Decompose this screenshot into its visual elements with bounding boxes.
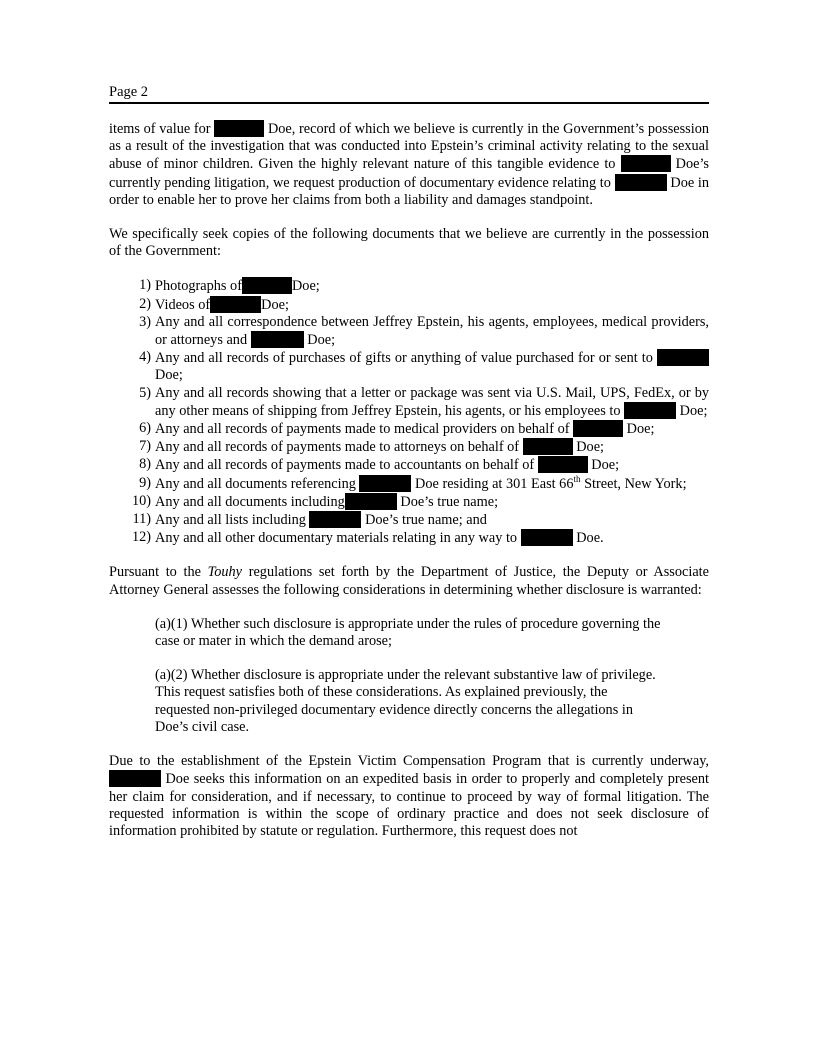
quote-a1: (a)(1) Whether such disclosure is appropriate under the rules of procedure governing the case or mater in which the demand arose; bbox=[155, 615, 661, 650]
intro-paragraph: items of value for Doe, record of which we believe is currently in the Government’s possession as a result of the investigation that was conducted into Epstein’s criminal activity relating to the sexual abuse of minor children. Given the highly relevant nature of this tangible evidence to Doe’s currently pending litigation, we request production of documentary evidence relating to Doe in order to enable her to prove her claims from both a liability and damages standpoint. bbox=[109, 121, 710, 208]
final-paragraph: Due to the establishment of the Epstein Victim Compensation Program that is currently underway, Doe seeks this information on an expedited basis in order to properly and completely present her claim for consideration, and if necessary, to continue to proceed by way of formal litigation. The requested information is within the scope of ordinary practice and does not seek disclosure of information prohibited by statute or regulation. Furthermore, this request does not bbox=[109, 753, 710, 839]
redaction-box bbox=[251, 331, 304, 348]
list-item: 1) Photographs of Doe; bbox=[139, 277, 320, 295]
list-item: 6) Any and all records of payments made to medical providers on behalf of Doe; bbox=[139, 420, 655, 438]
redaction-box bbox=[538, 456, 588, 473]
redaction-box bbox=[521, 529, 573, 546]
redaction-box bbox=[359, 475, 411, 492]
redaction-box bbox=[621, 155, 671, 172]
list-item: 2) Videos of Doe; bbox=[139, 295, 289, 313]
list-item: 4) Any and all records of purchases of gifts or anything of value purchased for or sent to Doe; bbox=[109, 349, 709, 384]
list-item: 5) Any and all records showing that a letter or package was sent via U.S. Mail, UPS, FedEx, or by any other means of shipping from Jeffrey Epstein, his agents, or his employees to Doe; bbox=[139, 384, 709, 419]
redaction-box bbox=[657, 349, 709, 366]
redaction-box bbox=[210, 296, 261, 313]
letter-body bbox=[109, 120, 709, 840]
list-item: 9) Any and all documents referencing Doe residing at 301 East 66th Street, New York; bbox=[139, 473, 687, 492]
redaction-box bbox=[615, 174, 667, 191]
redaction-box bbox=[345, 493, 397, 510]
touhy-paragraph: Pursuant to the Touhy regulations set forth by the Department of Justice, the Deputy or Associate Attorney General assesses the following considerations in determining whether disclosure is warranted: bbox=[109, 564, 709, 598]
redaction-box bbox=[523, 438, 573, 455]
redaction-box bbox=[573, 420, 623, 437]
redaction-box bbox=[624, 402, 676, 419]
list-item: 11) Any and all lists including Doe’s true name; and bbox=[132, 511, 487, 529]
page-header bbox=[109, 84, 709, 104]
redaction-box bbox=[242, 277, 292, 294]
list-item: 8) Any and all records of payments made to accountants on behalf of Doe; bbox=[139, 456, 620, 474]
page-number: Page 2 bbox=[109, 84, 149, 100]
quote-a2: (a)(2) Whether disclosure is appropriate under the relevant substantive law of privilege. This request satisfies both of these considerations. As explained previously, the requested non-privileged documentary evidence directly concerns the allegations in Doe’s civil case. bbox=[155, 667, 656, 735]
list-item: 7) Any and all records of payments made to attorneys on behalf of Doe; bbox=[139, 438, 605, 456]
redaction-box bbox=[309, 511, 361, 528]
list-item: 12) Any and all other documentary materials relating in any way to Doe. bbox=[131, 529, 604, 547]
redaction-box bbox=[214, 120, 264, 137]
redaction-box bbox=[109, 770, 161, 787]
request-list bbox=[109, 277, 709, 547]
list-item: 10) Any and all documents including Doe’s true name; bbox=[131, 492, 499, 510]
list-item: 3) Any and all correspondence between Jeffrey Epstein, his agents, employees, medical providers, or attorneys and Doe; bbox=[139, 313, 709, 349]
seek-paragraph: We specifically seek copies of the following documents that we believe are currently in the possession of the Government: bbox=[109, 226, 709, 260]
